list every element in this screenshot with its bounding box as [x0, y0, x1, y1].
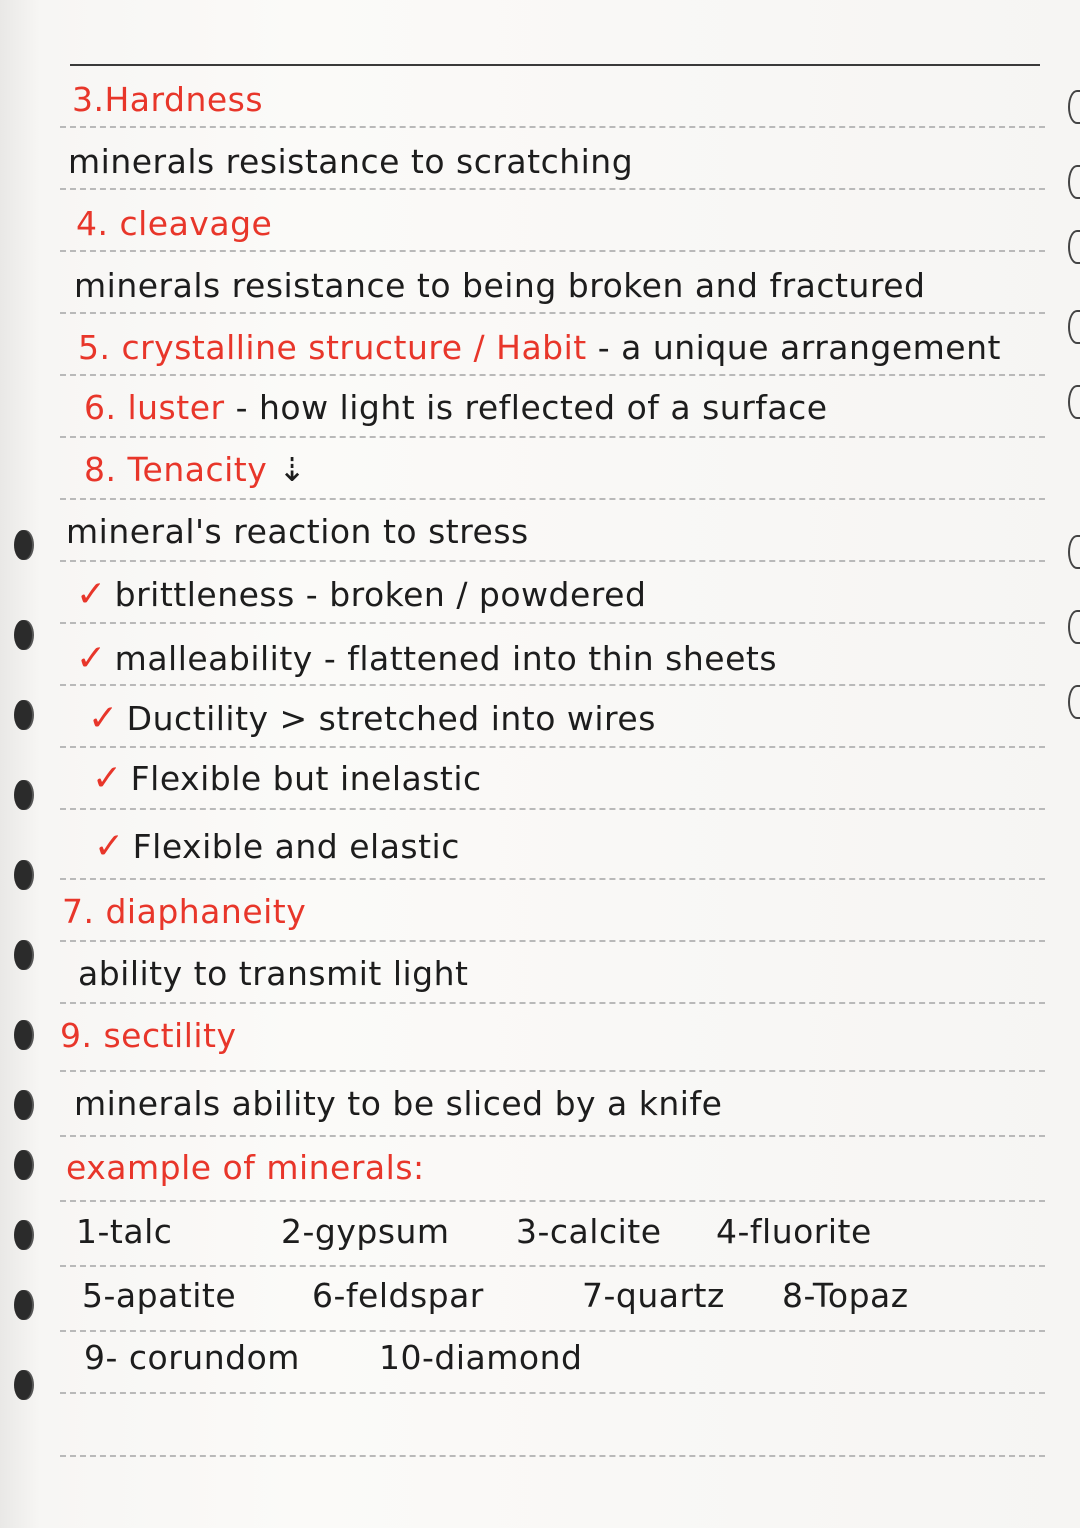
ruled-line: [60, 1455, 1045, 1457]
ruled-line: [60, 622, 1045, 624]
ring-icon: [14, 860, 32, 890]
checkmark-icon: ✓: [94, 826, 125, 867]
tenacity-heading: 8. Tenacity: [84, 450, 268, 489]
ruled-line: [60, 1330, 1045, 1332]
examples-row: [82, 1276, 909, 1315]
ruled-line: [60, 1135, 1045, 1137]
tenacity-item: ✓ brittleness - broken / powdered: [76, 574, 647, 615]
ruled-line: [60, 1265, 1045, 1267]
hardness-definition: minerals resistance to scratching: [68, 142, 634, 181]
checkmark-icon: ✓: [92, 758, 123, 799]
ring-icon: [1068, 385, 1080, 419]
ruled-line: [60, 1200, 1045, 1202]
ring-icon: [1068, 165, 1080, 199]
mineral-example: 4-fluorite: [716, 1212, 872, 1251]
ring-icon: [14, 530, 32, 560]
mineral-example: 10-diamond: [379, 1338, 583, 1377]
ring-icon: [1068, 610, 1080, 644]
ruled-line: [60, 498, 1045, 500]
cleavage-heading: 4. cleavage: [76, 204, 273, 243]
sectility-definition: minerals ability to be sliced by a knife: [74, 1084, 723, 1123]
luster-definition: - how light is reflected of a surface: [235, 388, 828, 427]
mineral-example: 2-gypsum: [281, 1212, 450, 1251]
crystalline-heading: 5. crystalline structure / Habit: [78, 328, 587, 367]
mineral-example: 3-calcite: [516, 1212, 662, 1251]
ring-icon: [1068, 230, 1080, 264]
mineral-example: 1-talc: [76, 1212, 173, 1251]
tenacity-item: ✓ Ductility > stretched into wires: [88, 698, 656, 739]
ring-icon: [1068, 535, 1080, 569]
mineral-example: 5-apatite: [82, 1276, 237, 1315]
ruled-line: [60, 126, 1045, 128]
ring-icon: [14, 1290, 32, 1320]
diaphaneity-heading: 7. diaphaneity: [62, 892, 307, 931]
ruled-line: [60, 436, 1045, 438]
ruled-line: [60, 878, 1045, 880]
mineral-example: 8-Topaz: [782, 1276, 909, 1315]
ring-icon: [1068, 90, 1080, 124]
ring-icon: [14, 1020, 32, 1050]
luster-heading: 6. luster: [84, 388, 225, 427]
ruled-line: [60, 188, 1045, 190]
examples-row: [84, 1338, 582, 1377]
arrow-down-icon: ⇣: [278, 450, 307, 489]
ruled-line: [60, 374, 1045, 376]
ring-icon: [14, 1370, 32, 1400]
ruled-line: [60, 684, 1045, 686]
tenacity-item: ✓ Flexible but inelastic: [92, 758, 482, 799]
ruled-line: [60, 560, 1045, 562]
cleavage-definition: minerals resistance to being broken and fractured: [74, 266, 926, 305]
ring-icon: [14, 1220, 32, 1250]
checkmark-icon: ✓: [76, 638, 107, 679]
ring-icon: [14, 940, 32, 970]
top-rule: [70, 64, 1040, 66]
ring-icon: [14, 700, 32, 730]
spiral-binding-right: [1050, 0, 1080, 1528]
examples-heading: example of minerals:: [66, 1148, 425, 1187]
ring-icon: [14, 1150, 32, 1180]
ring-icon: [1068, 310, 1080, 344]
spiral-binding-left: [0, 0, 60, 1528]
tenacity-line: [84, 450, 306, 489]
mineral-example: 6-feldspar: [312, 1276, 484, 1315]
ruled-line: [60, 808, 1045, 810]
ruled-line: [60, 1392, 1045, 1394]
ruled-line: [60, 1070, 1045, 1072]
ruled-line: [60, 250, 1045, 252]
ring-icon: [1068, 685, 1080, 719]
tenacity-definition: mineral's reaction to stress: [66, 512, 529, 551]
ring-icon: [14, 780, 32, 810]
sectility-heading: 9. sectility: [60, 1016, 237, 1055]
ruled-line: [60, 940, 1045, 942]
mineral-example: 7-quartz: [582, 1276, 725, 1315]
ring-icon: [14, 1090, 32, 1120]
ruled-line: [60, 746, 1045, 748]
checkmark-icon: ✓: [76, 574, 107, 615]
crystalline-definition: - a unique arrangement: [597, 328, 1001, 367]
mineral-example: 9- corundom: [84, 1338, 300, 1377]
ruled-line: [60, 1002, 1045, 1004]
tenacity-item: ✓ Flexible and elastic: [94, 826, 460, 867]
tenacity-item: ✓ malleability - flattened into thin sheets: [76, 638, 778, 679]
hardness-heading: 3.Hardness: [72, 80, 264, 119]
luster-line: [84, 388, 828, 427]
checkmark-icon: ✓: [88, 698, 119, 739]
ruled-line: [60, 312, 1045, 314]
ring-icon: [14, 620, 32, 650]
examples-row: [76, 1212, 872, 1251]
crystalline-line: [78, 328, 1001, 367]
diaphaneity-definition: ability to transmit light: [78, 954, 469, 993]
